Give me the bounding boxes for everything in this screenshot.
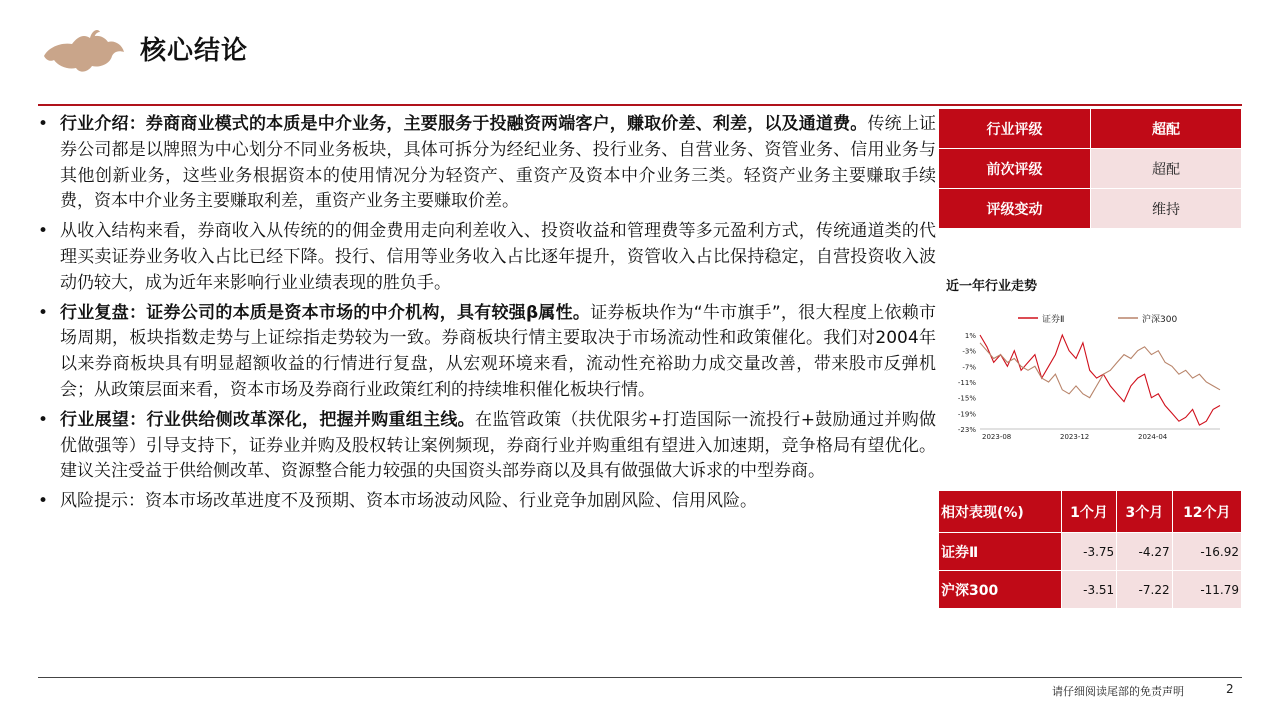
performance-header: 相对表现(%) — [939, 491, 1062, 533]
performance-name: 证券Ⅱ — [939, 533, 1062, 571]
page-number: 2 — [1226, 682, 1234, 696]
rating-value: 超配 — [1091, 109, 1242, 149]
rating-row — [939, 189, 1242, 229]
y-tick-label: -15% — [957, 394, 976, 403]
bullet-dot: • — [38, 221, 49, 242]
bullet-dot: • — [38, 302, 49, 323]
performance-header: 3个月 — [1117, 491, 1172, 533]
performance-value: -11.79 — [1172, 571, 1241, 609]
performance-table — [938, 490, 1242, 609]
rating-label: 行业评级 — [939, 109, 1091, 149]
legend-label: 证券Ⅱ — [1042, 315, 1065, 325]
performance-name: 沪深300 — [939, 571, 1062, 609]
bullet-industry-intro — [38, 112, 936, 215]
performance-row — [939, 571, 1242, 609]
y-tick-label: -7% — [962, 363, 976, 372]
x-tick-label: 2024-04 — [1138, 433, 1168, 441]
bullet-text: 证券板块作为“牛市旗手”，很大程度上依赖市场周期，板块指数走势与上证综指走势较为一致。券商板块行情主要取决于市场流动性和政策催化。我们对2004年以来券商板块具有明显超额收益的行情进行复盘，从宏观环境来看，流动性充裕助力成交量改善，带来股市反弹机会；从政策层面来看，资本市场及券商行业政策红利的持续堆积催化板块行情。 — [60, 302, 936, 400]
bullet-text: 传统上证券公司都是以牌照为中心划分不同业务板块，具体可拆分为经纪业务、投行业务、自营业务、资管业务、信用业务与其他创新业务，这些业务根据资本的使用情况分为轻资产、重资产及资本中介业务三类。轻资产业务主要赚取手续费，资本中介业务主要赚取利差，重资产业务主要赚取价差。 — [60, 114, 937, 212]
x-tick-label: 2023-08 — [982, 433, 1012, 441]
disclaimer-note: 请仔细阅读尾部的免责声明 — [1052, 685, 1184, 698]
bullet-industry-outlook — [38, 408, 936, 485]
page-title: 核心结论 — [140, 36, 249, 66]
performance-value: -16.92 — [1172, 533, 1241, 571]
conclusion-list — [38, 112, 936, 519]
rating-row — [939, 149, 1242, 189]
chart-title: 近一年行业走势 — [946, 279, 1038, 294]
bullet-risk — [38, 489, 936, 515]
bull-logo-icon — [38, 26, 130, 76]
performance-header: 12个月 — [1172, 491, 1241, 533]
rating-value: 超配 — [1091, 149, 1242, 189]
performance-header: 1个月 — [1061, 491, 1116, 533]
bullet-dot: • — [38, 491, 49, 512]
rating-value: 维持 — [1091, 189, 1242, 229]
performance-row — [939, 533, 1242, 571]
bullet-dot: • — [38, 114, 49, 134]
footer-divider — [38, 677, 1242, 678]
rating-label: 评级变动 — [939, 189, 1091, 229]
rating-row — [939, 109, 1242, 149]
performance-value: -7.22 — [1117, 571, 1172, 609]
performance-value: -3.51 — [1061, 571, 1116, 609]
bullet-dot: • — [38, 409, 49, 430]
y-tick-label: -11% — [957, 379, 976, 387]
bullet-text: 在监管政策（扶优限劣+打造国际一流投行+鼓励通过并购做优做强等）引导支持下，证券业并购及股权转让案例频现，券商行业并购重组有望进入加速期，竞争格局有望优化。建议关注受益于供给侧改革、资源整合能力较强的央国资头部券商以及具有做强做大诉求的中型券商。 — [60, 409, 936, 482]
rating-label: 前次评级 — [939, 149, 1091, 189]
legend-label: 沪深300 — [1142, 315, 1178, 325]
y-tick-label: -3% — [962, 347, 976, 356]
industry-trend-chart — [938, 305, 1238, 455]
bullet-heading: 行业展望：行业供给侧改革深化，把握并购重组主线。 — [60, 409, 475, 430]
y-tick-label: -19% — [957, 410, 976, 419]
y-tick-label: 1% — [964, 332, 976, 340]
performance-value: -4.27 — [1117, 533, 1172, 571]
rating-table — [938, 108, 1242, 229]
header-divider — [38, 104, 1242, 106]
x-tick-label: 2023-12 — [1060, 433, 1090, 441]
bullet-heading: 行业复盘：证券公司的本质是资本市场的中介机构，具有较强β属性。 — [60, 302, 591, 323]
performance-value: -3.75 — [1061, 533, 1116, 571]
bullet-text: 从收入结构来看，券商收入从传统的的佣金费用走向利差收入、投资收益和管理费等多元盈利方式，传统通道类的代理买卖证券业务收入占比已经下降。投行、信用等业务收入占比逐年提升，资管收入占比保持稳定，自营投资收入波动仍较大，成为近年来影响行业业绩表现的胜负手。 — [60, 221, 936, 293]
bullet-heading: 行业介绍：券商商业模式的本质是中介业务，主要服务于投融资两端客户，赚取价差、利差，以及通道费。 — [60, 114, 868, 134]
series-line — [980, 343, 1220, 398]
bullet-industry-review — [38, 301, 936, 404]
bullet-revenue-structure — [38, 219, 936, 296]
performance-header-row — [939, 491, 1242, 533]
bullet-text: 风险提示：资本市场改革进度不及预期、资本市场波动风险、行业竞争加剧风险、信用风险。 — [60, 491, 757, 512]
y-tick-label: -23% — [957, 426, 976, 434]
